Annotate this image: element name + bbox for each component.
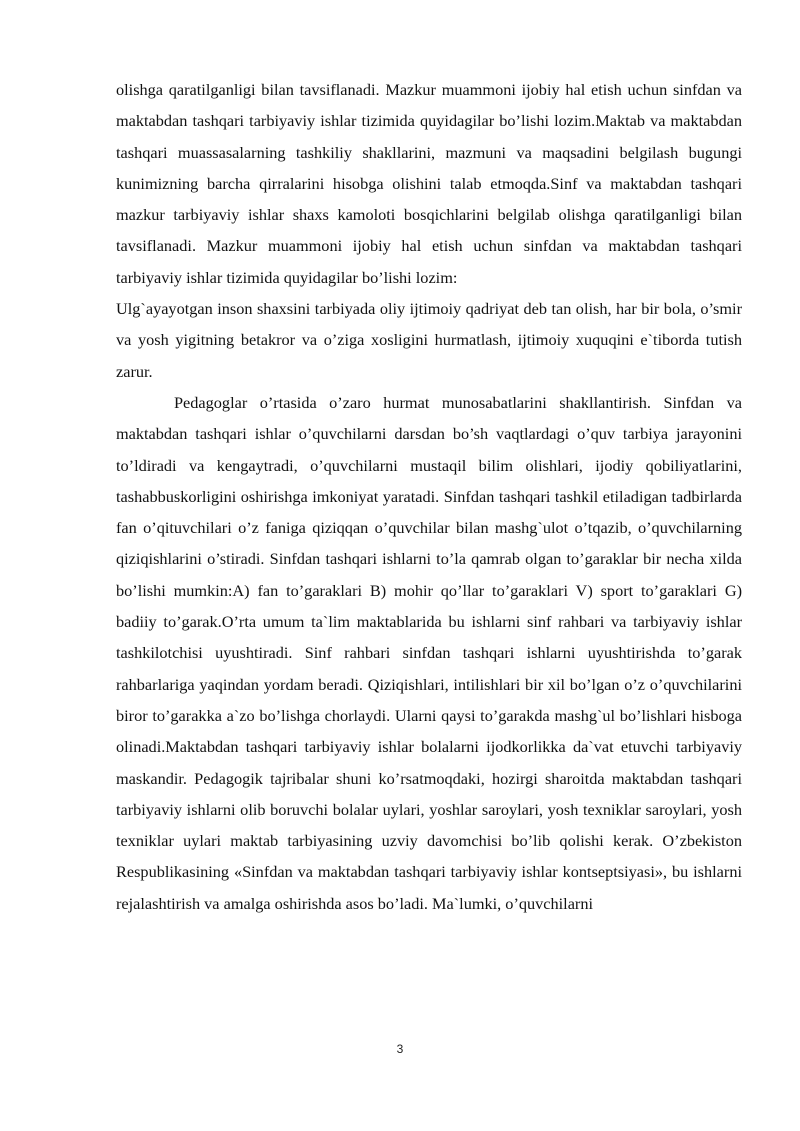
page-body xyxy=(116,74,742,919)
page-number: 3 xyxy=(396,1042,404,1056)
paragraph-principle: Ulg`ayayotgan inson shaxsini tarbiyada oliy ijtimoiy qadriyat deb tan olish, har bir bola, o’smir va yosh yigitning betakror va o’ziga xosligini hurmatlash, ijtimoiy xuquqini e`tiborda tutish zarur. xyxy=(116,299,742,381)
paragraph-intro: olishga qaratilganligi bilan tavsiflanadi. Mazkur muammoni ijobiy hal etish uchun sinfdan va maktabdan tashqari tarbiyaviy ishlar tizimida quyidagilar bo’lishi lozim.Maktab va maktabdan tashqari muassasalarning tashkiliy shakllarini, mazmuni va maqsadini belgilash bugungi kunimizning barcha qirralarini hisobga olishini talab etmoqda.Sinf va maktabdan tashqari mazkur tarbiyaviy ishlar shaxs kamoloti bosqichlarini belgilab olishga qaratilganligi bilan tavsiflanadi. Mazkur muammoni ijobiy hal etish uchun sinfdan va maktabdan tashqari tarbiyaviy ishlar tizimida quyidagilar bo’lishi lozim: xyxy=(116,80,742,287)
paragraph-main: Pedagoglar o’rtasida o’zaro hurmat munosabatlarini shakllantirish. Sinfdan va maktabdan tashqari ishlar o’quvchilarni darsdan bo’sh vaqtlardagi o’quv tarbiya jarayonini to’ldiradi va kengaytradi, o’quvchilarni mustaqil bilim olishlari, ijodiy qobiliyatlarini, tashabbuskorligini oshirishga imkoniyat yaratadi. Sinfdan tashqari tashkil etiladigan tadbirlarda fan o’qituvchilari o’z faniga qiziqqan o’quvchilar bilan mashg`ulot o’tqazib, o’quvchilarning qiziqishlarini o’stiradi. Sinfdan tashqari ishlarni to’la qamrab olgan to’garaklar bir necha xilda bo’lishi mumkin:A) fan to’garaklari B) mohir qo’llar to’garaklari V) sport to’garaklari G) badiiy to’garak.O’rta umum ta`lim maktablarida bu ishlarni sinf rahbari va tarbiyaviy ishlar tashkilotchisi uyushtiradi. Sinf rahbari sinfdan tashqari ishlarni uyushtirishda to’garak rahbarlariga yaqindan yordam beradi. Qiziqishlari, intilishlari bir xil bo’lgan o’z o’quvchilarini biror to’garakka a`zo bo’lishga chorlaydi. Ularni qaysi to’garakda mashg`ul bo’lishlari hisboga olinadi.Maktabdan tashqari tarbiyaviy ishlar bolalarni ijodkorlikka da`vat etuvchi tarbiyaviy maskandir. Pedagogik tajribalar shuni ko’rsatmoqdaki, hozirgi sharoitda maktabdan tashqari tarbiyaviy ishlarni olib boruvchi bolalar uylari, yoshlar saroylari, yosh texniklar saroylari, yosh texniklar uylari maktab tarbiyasining uzviy davomchisi bo’lib qolishi kerak. O’zbekiston Respublikasining «Sinfdan va maktabdan tashqari tarbiyaviy ishlar kontseptsiyasi», bu ishlarni rejalashtirish va amalga oshirishda asos bo’ladi. Ma`lumki, o’quvchilarni xyxy=(116,392,742,913)
